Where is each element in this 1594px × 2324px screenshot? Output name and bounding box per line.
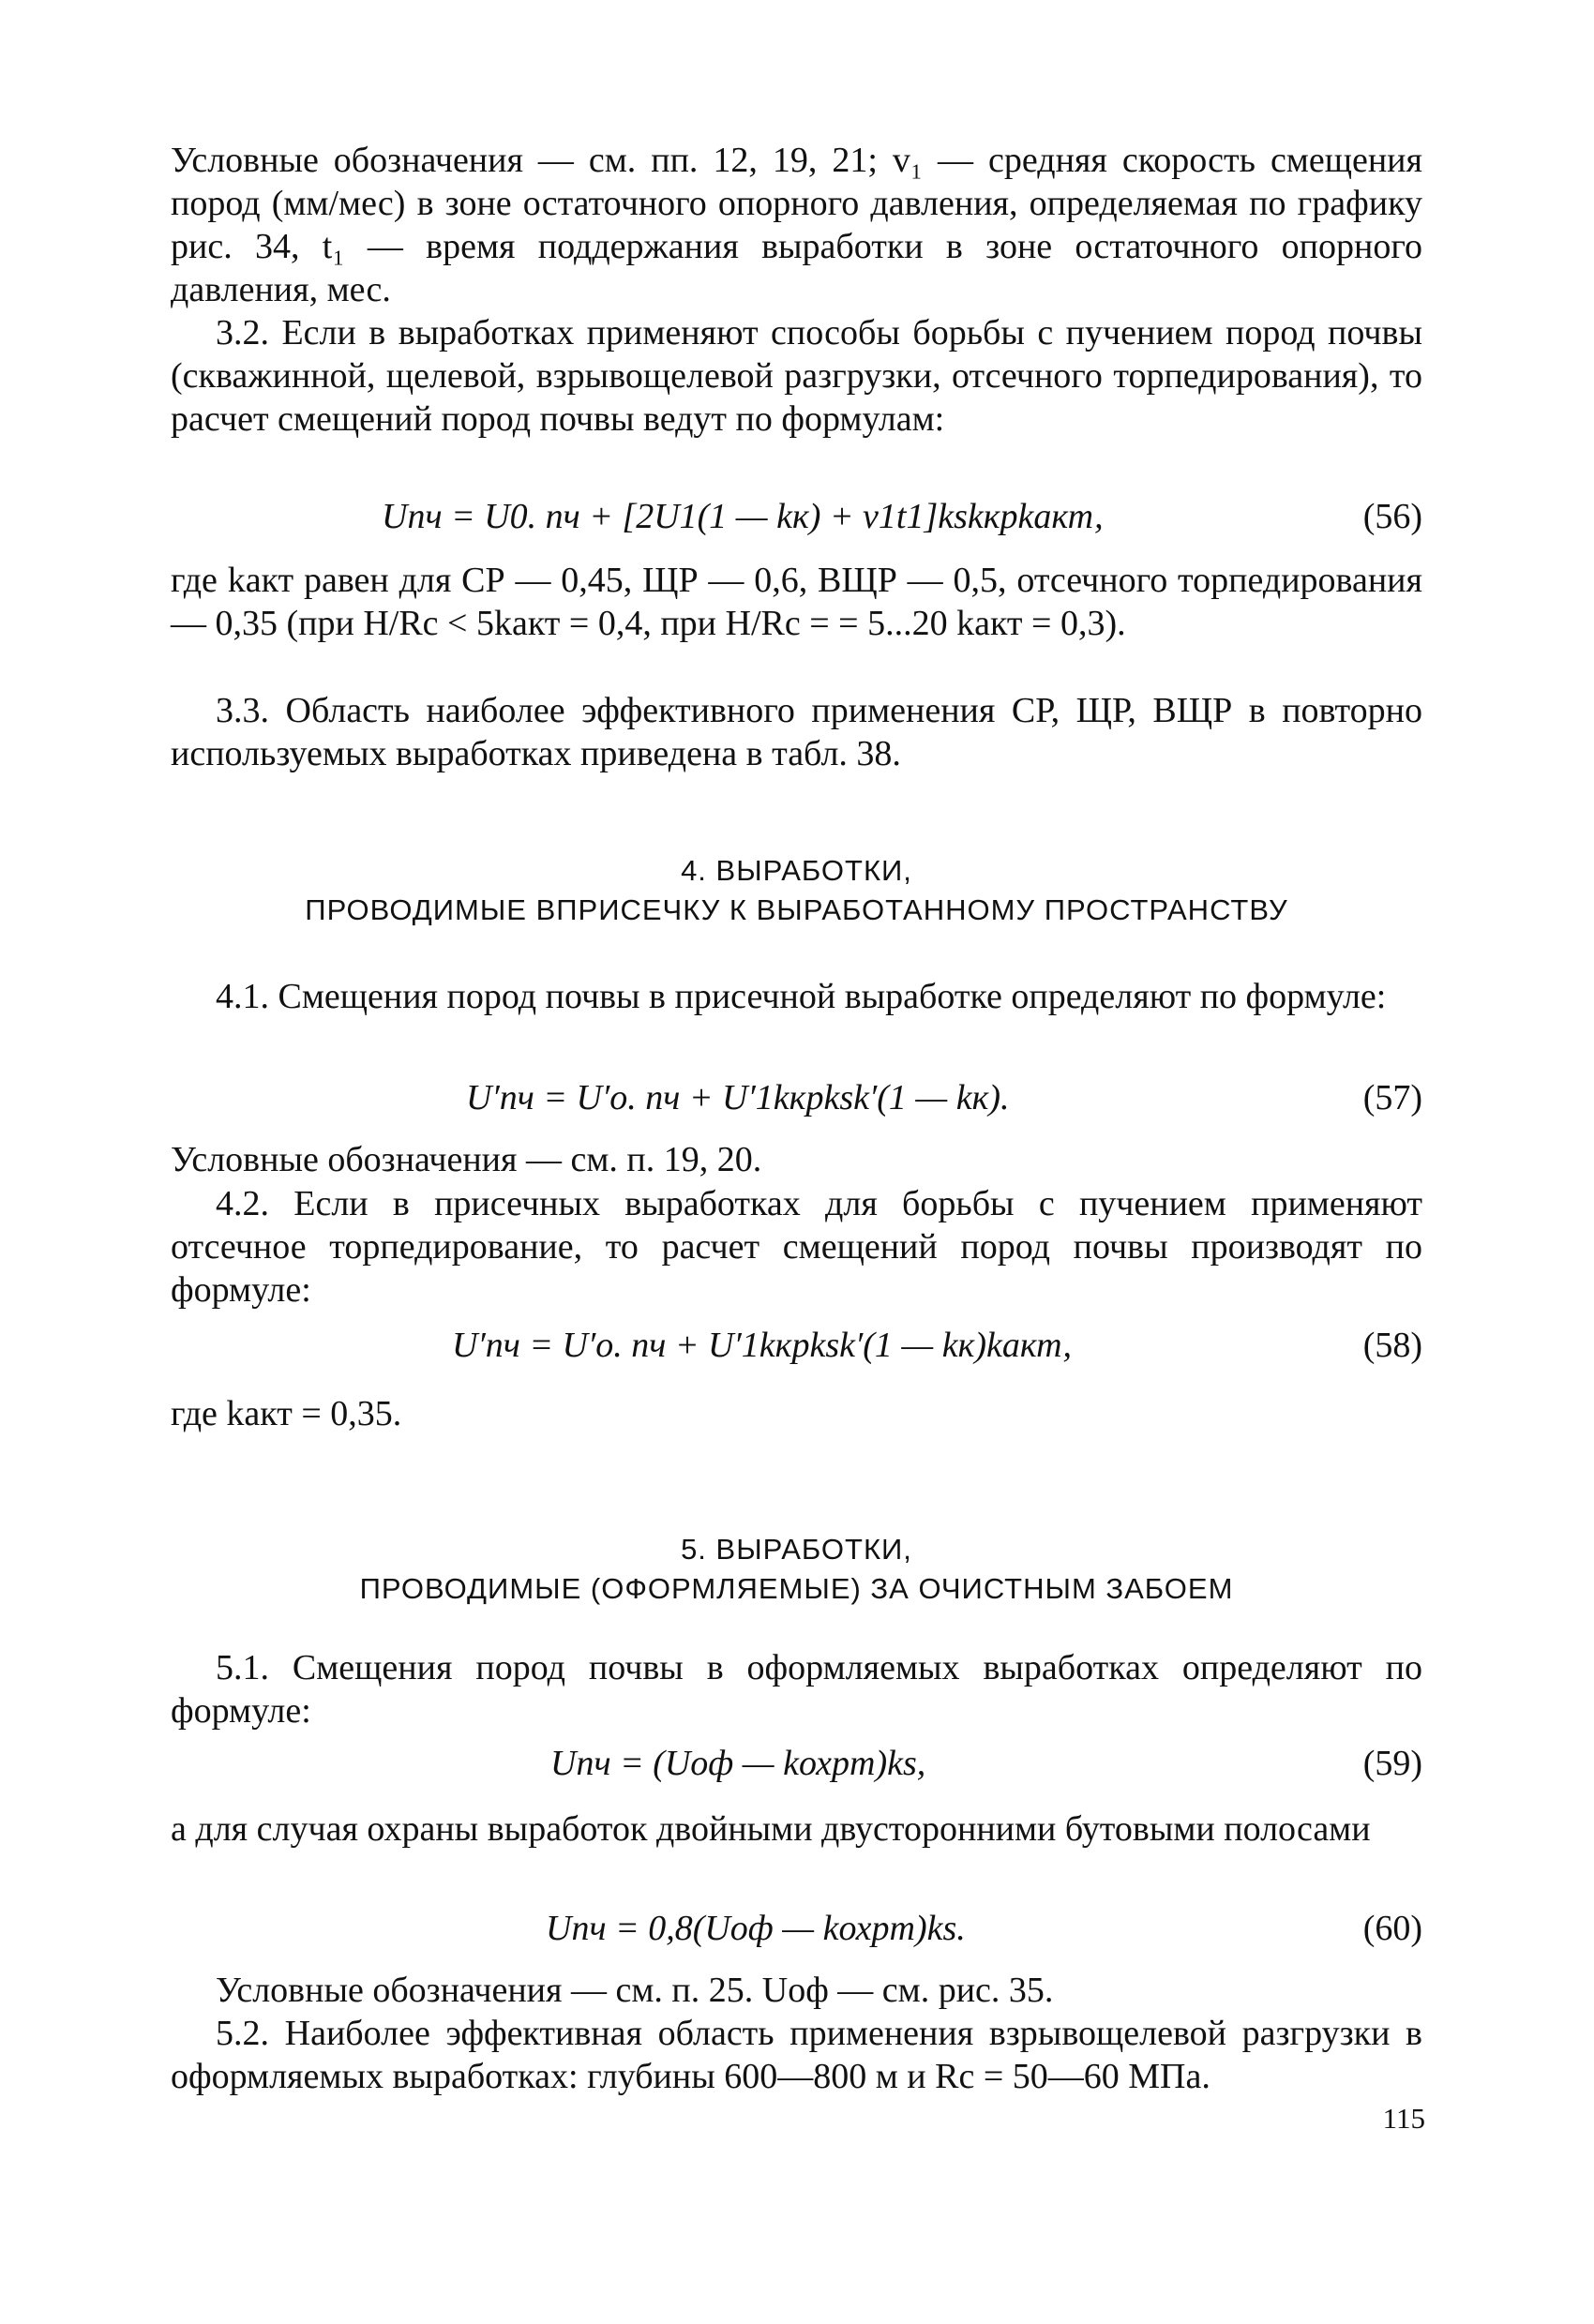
paragraph-3-3 xyxy=(171,689,1422,775)
paragraph-text: 3.2. Если в выработках применяют способы борьбы с пучением пород почвы (скважинной, щелевой, взрывощелевой разгрузки, отсечного торпедирования), то расчет смещений пород почвы ведут по формулам: xyxy=(171,313,1422,439)
paragraph-kakt-2 xyxy=(171,1392,1422,1435)
paragraph-text: 4.1. Смещения пород почвы в присечной выработке определяют по формуле: xyxy=(216,977,1387,1016)
paragraph-text: где kакт равен для СР — 0,45, ЩР — 0,6, ВЩР — 0,5, отсечного торпедирования — 0,35 (при H/Rc < 5kакт = 0,4, при H/Rc = = 5...20 kакт = 0,3). xyxy=(171,561,1422,643)
formula-57 xyxy=(171,1076,1422,1119)
formula-58 xyxy=(171,1324,1422,1367)
formula-60 xyxy=(171,1907,1422,1950)
formula-number: (57) xyxy=(1362,1078,1422,1117)
paragraph-text: 3.3. Область наиболее эффективного применения СР, ЩР, ВЩР в повторно используемых выработках приведена в табл. 38. xyxy=(171,691,1422,773)
paragraph-text: Условные обозначения — см. пп. 12, 19, 21; v₁ — средняя скорость смещения пород (мм/мес) в зоне остаточного опорного давления, определяемая по графику рис. 34, t₁ — время поддержания выработки в зоне остаточного опорного давления, мес. xyxy=(171,141,1422,309)
formula-59 xyxy=(171,1742,1422,1785)
paragraph-legend-3 xyxy=(171,1969,1422,2012)
paragraph-5-2 xyxy=(171,2012,1422,2098)
paragraph-4-2 xyxy=(171,1182,1422,1312)
heading-line: 5. ВЫРАБОТКИ, xyxy=(681,1533,912,1566)
paragraph-5-1 xyxy=(171,1646,1422,1732)
formula-56 xyxy=(171,495,1422,538)
paragraph-text: Условные обозначения — см. п. 19, 20. xyxy=(171,1140,762,1179)
formula-number: (58) xyxy=(1362,1326,1422,1365)
paragraph-text: Условные обозначения — см. п. 25. Uоф — см. рис. 35. xyxy=(216,1971,1054,2010)
formula-expression: Uпч = 0,8(Uоф — kохрm)ks. xyxy=(546,1909,966,1948)
paragraph-text: 5.2. Наиболее эффективная область применения взрывощелевой разгрузки в оформляемых выработках: глубины 600—800 м и Rc = 50—60 МПа. xyxy=(171,2014,1422,2096)
page-number: 115 xyxy=(1382,2102,1425,2135)
formula-expression: Uпч = U0. пч + [2U1(1 — kк) + v1t1]kskкрkакт, xyxy=(382,497,1104,536)
heading-line: ПРОВОДИМЫЕ (ОФОРМЛЯЕМЫЕ) ЗА ОЧИСТНЫМ ЗАБОЕМ xyxy=(359,1572,1234,1605)
paragraph-kakt xyxy=(171,559,1422,645)
section-heading-4 xyxy=(171,851,1422,930)
paragraph-text: а для случая охраны выработок двойными двусторонними бутовыми полосами xyxy=(171,1809,1371,1849)
formula-number: (56) xyxy=(1362,497,1422,536)
paragraph-text: 4.2. Если в присечных выработках для борьбы с пучением применяют отсечное торпедирование, то расчет смещений пород почвы производят по формуле: xyxy=(171,1184,1422,1310)
paragraph-text: где kакт = 0,35. xyxy=(171,1394,402,1433)
heading-line: ПРОВОДИМЫЕ ВПРИСЕЧКУ К ВЫРАБОТАННОМУ ПРОСТРАНСТВУ xyxy=(305,893,1288,926)
formula-number: (59) xyxy=(1362,1744,1422,1783)
section-heading-5 xyxy=(171,1530,1422,1609)
paragraph-buto xyxy=(171,1807,1422,1851)
heading-line: 4. ВЫРАБОТКИ, xyxy=(681,854,912,887)
paragraph-4-1 xyxy=(171,975,1422,1018)
formula-number: (60) xyxy=(1362,1909,1422,1948)
formula-expression: U′пч = U′о. пч + U′1kкрksk′(1 — kк). xyxy=(466,1078,1010,1117)
formula-expression: Uпч = (Uоф — kохрm)ks, xyxy=(550,1744,926,1783)
paragraph-text: 5.1. Смещения пород почвы в оформляемых выработках определяют по формуле: xyxy=(171,1648,1422,1731)
formula-expression: U′пч = U′о. пч + U′1kкрksk′(1 — kк)kакт, xyxy=(452,1326,1073,1365)
paragraph-legend-1 xyxy=(171,139,1422,311)
paragraph-legend-2 xyxy=(171,1138,1422,1181)
paragraph-3-2 xyxy=(171,311,1422,441)
